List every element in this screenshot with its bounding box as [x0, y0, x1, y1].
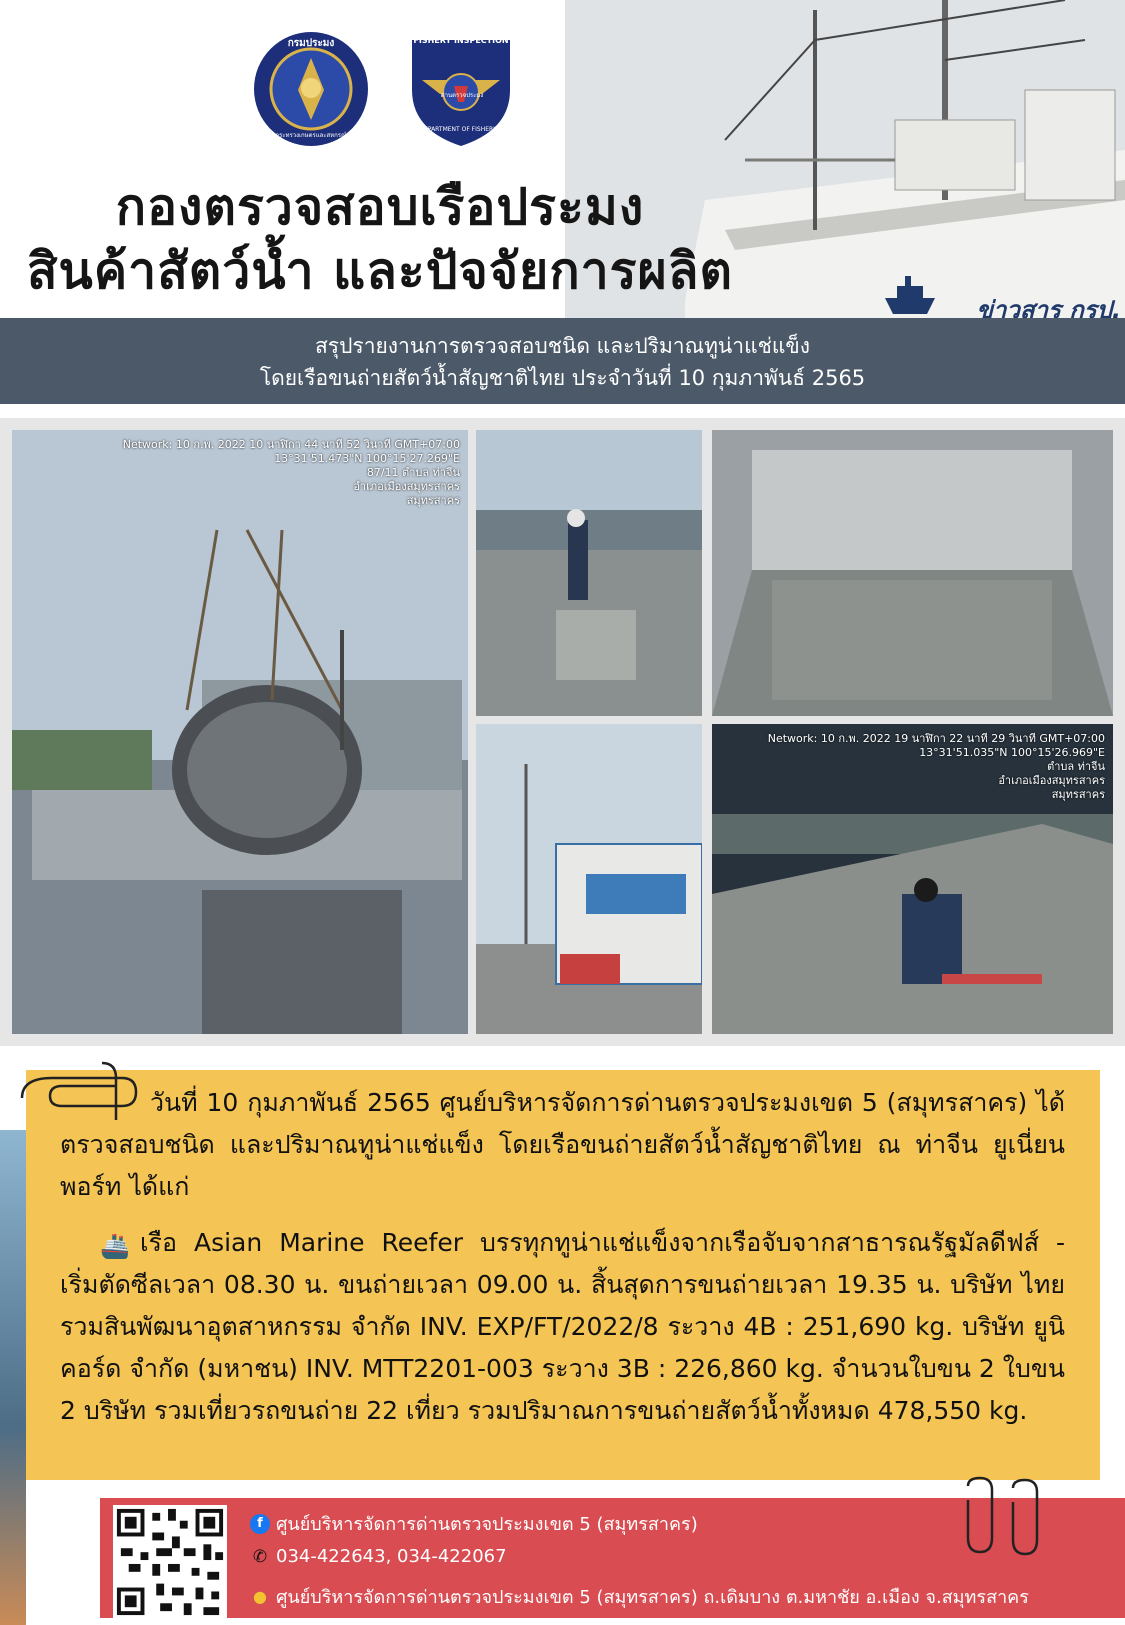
footer-facebook-text: ศูนย์บริหารจัดการด่านตรวจประมงเขต 5 (สมุทรสาคร)	[276, 1514, 698, 1535]
report-paragraph-1: วันที่ 10 กุมภาพันธ์ 2565 ศูนย์บริหารจัดการด่านตรวจประมงเขต 5 (สมุทรสาคร) ได้ตรวจสอบชนิด และปริมาณทูน่าแช่แข็ง โดยเรือขนถ่ายสัตว์น้ำสัญชาติไทย ณ ท่าจีน ยูเนี่ยน พอร์ท ได้แก่	[60, 1088, 1065, 1201]
report-paragraph-2-text: เรือ Asian Marine Reefer บรรทุกทูน่าแช่แข็งจากเรือจับจากสาธารณรัฐมัลดีฟส์ - เริ่มตัดซีลเวลา 08.30 น. ขนถ่ายเวลา 09.00 น. สิ้นสุดการขนถ่ายเวลา 19.35 น. บริษัท ไทยรวมสินพัฒนาอุตสาหกรรม จำกัด INV. EXP/FT/2022/8 ระวาง 4B : 251,690 kg. บริษัท ยูนิคอร์ด จำกัด (มหาชน) INV. MTT2201-003 ระวาง 3B : 226,860 kg. จำนวนใบขน 2 ใบขน 2 บริษัท รวมเที่ยวรถขนถ่าย 22 เที่ยว รวมปริมาณการขนถ่ายสัตว์น้ำทั้งหมด 478,550 kg.	[60, 1228, 1065, 1425]
photo-night-inspection	[712, 724, 1113, 1034]
summary-banner	[0, 318, 1125, 404]
title-line-2: สินค้าสัตว์น้ำ และปัจจัยการผลิต	[27, 242, 733, 300]
footer-address-text: ศูนย์บริหารจัดการด่านตรวจประมงเขต 5 (สมุทรสาคร) ถ.เดิมบาง ต.มหาชัย อ.เมือง จ.สมุทรสาคร	[276, 1587, 1029, 1608]
photo-truck-image	[476, 724, 702, 1034]
paperclips-icon	[958, 1476, 1068, 1556]
photo-tuna-net-image	[12, 430, 468, 1034]
banner-line-1: สรุปรายงานการตรวจสอบชนิด และปริมาณทูน่าแช่แข็ง	[314, 334, 811, 358]
photo1-stamp-line: 13°31'51.473"N 100°15'27.269"E	[274, 452, 460, 465]
photo-fish-hold	[712, 430, 1113, 716]
photo-grid	[0, 418, 1125, 1046]
photo1-stamp-line: Network: 10 ก.พ. 2022 10 นาฬิกา 44 นาที 52 วินาที GMT+07:00	[122, 438, 460, 451]
footer-address-row	[250, 1582, 1029, 1611]
harbor-photo-strip	[0, 1130, 26, 1625]
photo-tuna-net-unloading	[12, 430, 468, 1034]
logo1-text-bottom: กระทรวงเกษตรและสหกรณ์	[275, 132, 347, 139]
logo2-text-bottom: DEPARTMENT OF FISHERIES	[419, 126, 503, 133]
photo-inspector-hatch-image	[476, 430, 702, 716]
logo2-text-top: FISHERY INSPECTION	[413, 36, 509, 45]
photo5-stamp-line: อำเภอเมืองสมุทรสาคร	[998, 774, 1105, 787]
photo5-stamp-line: ตำบล ท่าจีน	[1047, 760, 1105, 773]
facebook-icon: f	[250, 1514, 270, 1534]
photo1-stamp-line: อำเภอเมืองสมุทรสาคร	[353, 480, 460, 493]
photo5-stamp	[768, 732, 1105, 802]
photo-inspector-hatch	[476, 430, 702, 716]
photo5-stamp-line: Network: 10 ก.พ. 2022 19 นาฬิกา 22 นาที 29 วินาที GMT+07:00	[767, 732, 1105, 745]
photo5-stamp-line: 13°31'51.035"N 100°15'26.969"E	[919, 746, 1105, 759]
footer-phone-row[interactable]	[250, 1546, 507, 1567]
photo1-stamp	[123, 438, 460, 508]
title-line-1: กองตรวจสอบเรือประมง	[115, 178, 645, 236]
footer-phone-text: 034-422643, 034-422067	[276, 1546, 507, 1567]
banner-line-2: โดยเรือขนถ่ายสัตว์น้ำสัญชาติไทย ประจำวันที่ 10 กุมภาพันธ์ 2565	[259, 366, 866, 390]
qr-code[interactable]	[113, 1505, 227, 1619]
news-tag: ข่าวสาร กรป.	[976, 296, 1121, 318]
header	[0, 0, 1125, 318]
photo1-stamp-line: 87/11 ตำบล ท่าจีน	[366, 466, 460, 479]
footer-facebook-row[interactable]	[250, 1509, 698, 1538]
photo-fish-hold-image	[712, 430, 1113, 716]
ship-bullet-icon: 🚢	[100, 1232, 130, 1260]
phone-icon: ✆	[252, 1546, 268, 1567]
photo-truck	[476, 724, 702, 1034]
photo1-stamp-line: สมุทรสาคร	[406, 494, 460, 507]
logo2-text-center: ด่านตรวจประมง	[440, 92, 484, 99]
location-pin-icon: ●	[253, 1587, 267, 1606]
logo1-text-top: กรมประมง	[287, 38, 335, 49]
report-paragraph-2	[60, 1222, 1065, 1432]
photo5-stamp-line: สมุทรสาคร	[1051, 788, 1105, 801]
